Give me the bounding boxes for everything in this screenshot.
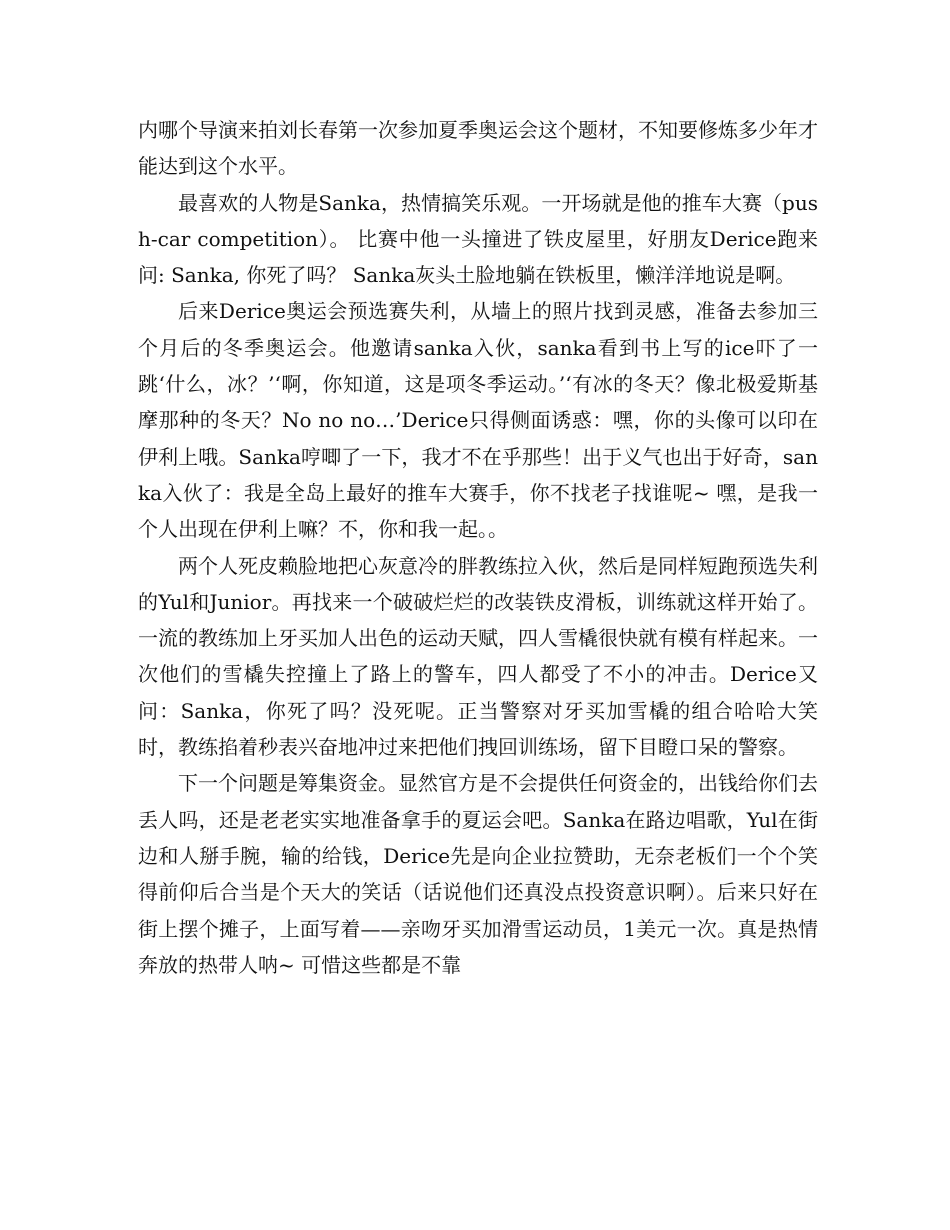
paragraph-continued: 内哪个导演来拍刘长春第一次参加夏季奥运会这个题材，不知要修炼多少年才能达到这个水平。 bbox=[138, 118, 818, 179]
paragraph: 最喜欢的人物是Sanka，热情搞笑乐观。一开场就是他的推车大赛（push-car competition）。 比赛中他一头撞进了铁皮屋里，好朋友Derice跑来问: Sanka, 你死了吗？ Sanka灰头土脸地躺在铁板里，懒洋洋地说是啊。 bbox=[138, 190, 818, 288]
paragraph: 后来Derice奥运会预选赛失利，从墙上的照片找到灵感，准备去参加三个月后的冬季奥运会。他邀请sanka入伙，sanka看到书上写的ice吓了一跳‘什么，冰？’‘啊，你知道，这是项冬季运动。’‘有冰的冬天？像北极爱斯基摩那种的冬天？No no no…’Derice只得侧面诱惑：嘿，你的头像可以印在伊利上哦。Sanka哼唧了一下，我才不在乎那些！出于义气也出于好奇，sanka入伙了：我是全岛上最好的推车大赛手，你不找老子找谁呢~ 嘿，是我一个人出现在伊利上嘛？不，你和我一起。。 bbox=[138, 299, 818, 542]
paragraph: 下一个问题是筹集资金。显然官方是不会提供任何资金的，出钱给你们去丢人吗，还是老老实实地准备拿手的夏运会吧。Sanka在路边唱歌，Yul在街边和人掰手腕，输的给钱，Derice先是向企业拉赞助，无奈老板们一个个笑得前仰后合当是个天大的笑话（话说他们还真没点投资意识啊）。后来只好在街上摆个摊子，上面写着——亲吻牙买加滑雪运动员，1美元一次。真是热情奔放的热带人呐~ 可惜这些都是不靠 bbox=[138, 771, 818, 977]
paragraph: 两个人死皮赖脸地把心灰意冷的胖教练拉入伙，然后是同样短跑预选失利的Yul和Junior。再找来一个破破烂烂的改装铁皮滑板，训练就这样开始了。一流的教练加上牙买加人出色的运动天赋，四人雪橇很快就有模有样起来。一次他们的雪橇失控撞上了路上的警车，四人都受了不小的冲击。Derice又问：Sanka，你死了吗？没死呢。正当警察对牙买加雪橇的组合哈哈大笑时，教练掐着秒表兴奋地冲过来把他们拽回训练场，留下目瞪口呆的警察。 bbox=[138, 553, 818, 760]
document-body bbox=[138, 112, 818, 983]
